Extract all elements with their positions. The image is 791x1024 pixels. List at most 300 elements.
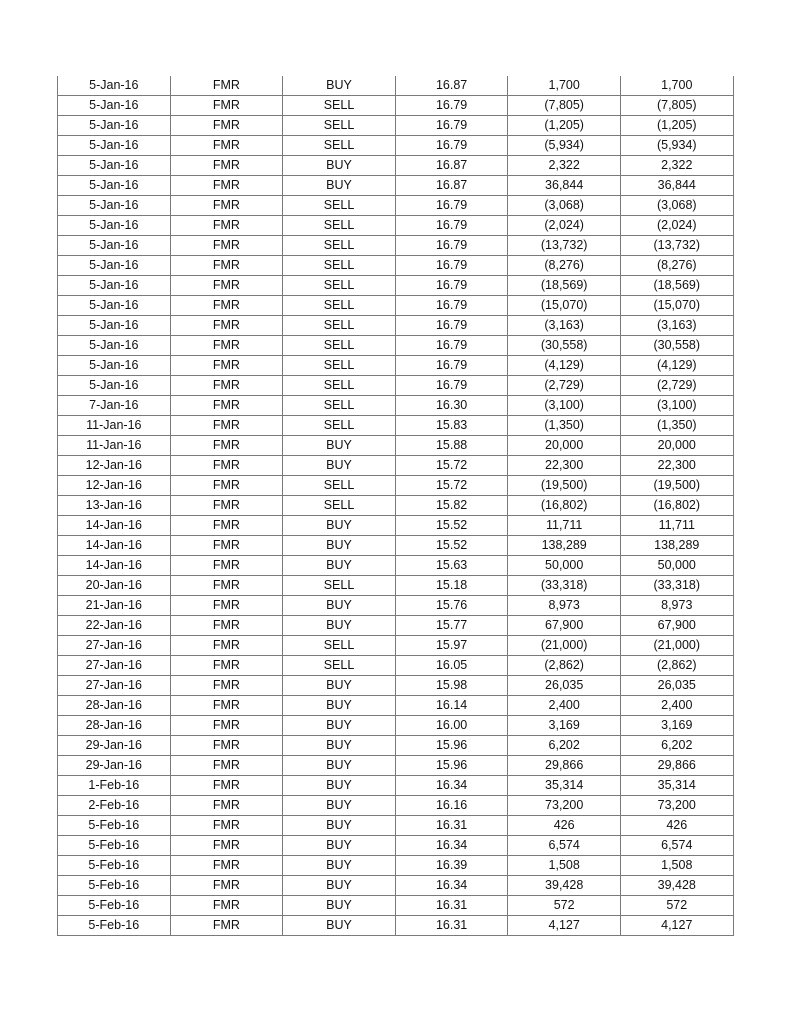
cell-holding-change: (21,000) — [620, 636, 733, 656]
cell-name: FMR — [170, 256, 283, 276]
table-row — [58, 616, 734, 636]
cell-date: 27-Jan-16 — [58, 636, 171, 656]
cell-name: FMR — [170, 296, 283, 316]
cell-type: SELL — [283, 276, 396, 296]
cell-price: 16.34 — [395, 776, 508, 796]
cell-price: 15.52 — [395, 516, 508, 536]
cell-holding-change: 73,200 — [620, 796, 733, 816]
cell-holding-change: 6,202 — [620, 736, 733, 756]
cell-name: FMR — [170, 276, 283, 296]
cell-date: 5-Jan-16 — [58, 136, 171, 156]
cell-price: 16.87 — [395, 156, 508, 176]
cell-name: FMR — [170, 856, 283, 876]
cell-type: SELL — [283, 376, 396, 396]
cell-price: 16.31 — [395, 896, 508, 916]
cell-type: BUY — [283, 536, 396, 556]
cell-quantity: (3,100) — [508, 396, 621, 416]
cell-quantity: 39,428 — [508, 876, 621, 896]
table-row — [58, 136, 734, 156]
table-row — [58, 216, 734, 236]
cell-price: 15.83 — [395, 416, 508, 436]
table-row — [58, 276, 734, 296]
cell-name: FMR — [170, 396, 283, 416]
cell-price: 16.87 — [395, 176, 508, 196]
table-row — [58, 916, 734, 936]
cell-type: BUY — [283, 876, 396, 896]
cell-quantity: 36,844 — [508, 176, 621, 196]
cell-name: FMR — [170, 616, 283, 636]
cell-date: 29-Jan-16 — [58, 756, 171, 776]
cell-type: BUY — [283, 796, 396, 816]
transactions-table — [57, 76, 734, 936]
cell-date: 5-Jan-16 — [58, 336, 171, 356]
table-row — [58, 896, 734, 916]
cell-quantity: (3,068) — [508, 196, 621, 216]
cell-date: 5-Jan-16 — [58, 256, 171, 276]
cell-quantity: 26,035 — [508, 676, 621, 696]
cell-price: 15.18 — [395, 576, 508, 596]
cell-price: 16.79 — [395, 236, 508, 256]
cell-type: BUY — [283, 916, 396, 936]
cell-date: 11-Jan-16 — [58, 416, 171, 436]
cell-price: 15.98 — [395, 676, 508, 696]
cell-holding-change: 2,322 — [620, 156, 733, 176]
cell-holding-change: (4,129) — [620, 356, 733, 376]
cell-name: FMR — [170, 776, 283, 796]
cell-type: SELL — [283, 256, 396, 276]
cell-name: FMR — [170, 436, 283, 456]
cell-name: FMR — [170, 356, 283, 376]
cell-holding-change: (30,558) — [620, 336, 733, 356]
table-row — [58, 296, 734, 316]
cell-date: 29-Jan-16 — [58, 736, 171, 756]
cell-name: FMR — [170, 316, 283, 336]
cell-date: 5-Feb-16 — [58, 836, 171, 856]
cell-price: 16.39 — [395, 856, 508, 876]
cell-name: FMR — [170, 716, 283, 736]
cell-price: 16.14 — [395, 696, 508, 716]
cell-name: FMR — [170, 76, 283, 96]
cell-quantity: (18,569) — [508, 276, 621, 296]
cell-type: SELL — [283, 316, 396, 336]
cell-quantity: (5,934) — [508, 136, 621, 156]
cell-quantity: 35,314 — [508, 776, 621, 796]
cell-quantity: (13,732) — [508, 236, 621, 256]
cell-quantity: 29,866 — [508, 756, 621, 776]
cell-name: FMR — [170, 756, 283, 776]
cell-name: FMR — [170, 136, 283, 156]
cell-date: 11-Jan-16 — [58, 436, 171, 456]
cell-quantity: (1,350) — [508, 416, 621, 436]
cell-name: FMR — [170, 576, 283, 596]
cell-date: 14-Jan-16 — [58, 536, 171, 556]
cell-price: 16.00 — [395, 716, 508, 736]
cell-price: 16.31 — [395, 916, 508, 936]
cell-holding-change: 67,900 — [620, 616, 733, 636]
cell-date: 5-Feb-16 — [58, 856, 171, 876]
cell-name: FMR — [170, 836, 283, 856]
cell-type: BUY — [283, 516, 396, 536]
cell-date: 22-Jan-16 — [58, 616, 171, 636]
cell-price: 15.96 — [395, 756, 508, 776]
cell-holding-change: 572 — [620, 896, 733, 916]
cell-type: BUY — [283, 856, 396, 876]
cell-quantity: (30,558) — [508, 336, 621, 356]
cell-name: FMR — [170, 536, 283, 556]
table-row — [58, 416, 734, 436]
cell-name: FMR — [170, 696, 283, 716]
table-row — [58, 76, 734, 96]
cell-price: 16.16 — [395, 796, 508, 816]
table-row — [58, 256, 734, 276]
cell-date: 12-Jan-16 — [58, 456, 171, 476]
table-row — [58, 516, 734, 536]
cell-type: SELL — [283, 496, 396, 516]
cell-holding-change: 2,400 — [620, 696, 733, 716]
cell-holding-change: 8,973 — [620, 596, 733, 616]
cell-price: 16.79 — [395, 316, 508, 336]
cell-date: 5-Feb-16 — [58, 896, 171, 916]
cell-holding-change: 22,300 — [620, 456, 733, 476]
cell-type: BUY — [283, 596, 396, 616]
cell-date: 28-Jan-16 — [58, 716, 171, 736]
table-row — [58, 476, 734, 496]
cell-holding-change: (19,500) — [620, 476, 733, 496]
cell-holding-change: (13,732) — [620, 236, 733, 256]
cell-price: 16.79 — [395, 296, 508, 316]
cell-date: 12-Jan-16 — [58, 476, 171, 496]
cell-date: 5-Jan-16 — [58, 356, 171, 376]
cell-name: FMR — [170, 556, 283, 576]
cell-price: 16.79 — [395, 336, 508, 356]
cell-quantity: 2,400 — [508, 696, 621, 716]
cell-quantity: 1,508 — [508, 856, 621, 876]
cell-quantity: (2,024) — [508, 216, 621, 236]
cell-holding-change: 11,711 — [620, 516, 733, 536]
cell-quantity: (2,729) — [508, 376, 621, 396]
cell-holding-change: 29,866 — [620, 756, 733, 776]
table-row — [58, 356, 734, 376]
cell-quantity: 6,202 — [508, 736, 621, 756]
cell-type: SELL — [283, 236, 396, 256]
cell-holding-change: 426 — [620, 816, 733, 836]
cell-type: BUY — [283, 756, 396, 776]
cell-name: FMR — [170, 336, 283, 356]
cell-name: FMR — [170, 656, 283, 676]
cell-quantity: 73,200 — [508, 796, 621, 816]
cell-quantity: 572 — [508, 896, 621, 916]
cell-name: FMR — [170, 876, 283, 896]
cell-quantity: 22,300 — [508, 456, 621, 476]
table-row — [58, 676, 734, 696]
cell-date: 5-Feb-16 — [58, 876, 171, 896]
cell-type: BUY — [283, 76, 396, 96]
cell-type: SELL — [283, 416, 396, 436]
cell-holding-change: (3,163) — [620, 316, 733, 336]
cell-date: 5-Jan-16 — [58, 116, 171, 136]
cell-name: FMR — [170, 116, 283, 136]
table-row — [58, 596, 734, 616]
cell-holding-change: (7,805) — [620, 96, 733, 116]
cell-type: SELL — [283, 476, 396, 496]
cell-price: 16.31 — [395, 816, 508, 836]
table-row — [58, 396, 734, 416]
cell-type: SELL — [283, 356, 396, 376]
cell-price: 16.05 — [395, 656, 508, 676]
cell-quantity: 3,169 — [508, 716, 621, 736]
table-row — [58, 376, 734, 396]
table-row — [58, 536, 734, 556]
cell-date: 5-Feb-16 — [58, 916, 171, 936]
cell-holding-change: 20,000 — [620, 436, 733, 456]
table-row — [58, 316, 734, 336]
cell-type: BUY — [283, 816, 396, 836]
table-row — [58, 96, 734, 116]
cell-quantity: 4,127 — [508, 916, 621, 936]
cell-holding-change: (3,068) — [620, 196, 733, 216]
cell-date: 5-Jan-16 — [58, 236, 171, 256]
cell-quantity: 2,322 — [508, 156, 621, 176]
cell-type: BUY — [283, 776, 396, 796]
cell-price: 15.76 — [395, 596, 508, 616]
cell-date: 7-Jan-16 — [58, 396, 171, 416]
cell-date: 20-Jan-16 — [58, 576, 171, 596]
cell-price: 15.82 — [395, 496, 508, 516]
cell-quantity: 20,000 — [508, 436, 621, 456]
cell-name: FMR — [170, 416, 283, 436]
cell-holding-change: 6,574 — [620, 836, 733, 856]
cell-name: FMR — [170, 456, 283, 476]
table-row — [58, 576, 734, 596]
table-row — [58, 556, 734, 576]
cell-date: 5-Jan-16 — [58, 376, 171, 396]
cell-price: 16.79 — [395, 216, 508, 236]
cell-price: 16.34 — [395, 876, 508, 896]
cell-type: SELL — [283, 296, 396, 316]
cell-holding-change: (2,862) — [620, 656, 733, 676]
cell-holding-change: 26,035 — [620, 676, 733, 696]
cell-type: SELL — [283, 656, 396, 676]
cell-quantity: 8,973 — [508, 596, 621, 616]
cell-holding-change: (15,070) — [620, 296, 733, 316]
table-row — [58, 836, 734, 856]
cell-name: FMR — [170, 216, 283, 236]
cell-price: 15.72 — [395, 456, 508, 476]
transactions-table-body — [58, 76, 734, 936]
cell-price: 15.77 — [395, 616, 508, 636]
cell-quantity: 11,711 — [508, 516, 621, 536]
cell-price: 16.79 — [395, 276, 508, 296]
cell-name: FMR — [170, 376, 283, 396]
table-row — [58, 176, 734, 196]
cell-quantity: (1,205) — [508, 116, 621, 136]
cell-date: 5-Jan-16 — [58, 216, 171, 236]
cell-type: SELL — [283, 336, 396, 356]
cell-name: FMR — [170, 816, 283, 836]
table-row — [58, 816, 734, 836]
cell-price: 16.79 — [395, 356, 508, 376]
cell-date: 5-Jan-16 — [58, 296, 171, 316]
table-row — [58, 456, 734, 476]
cell-name: FMR — [170, 476, 283, 496]
cell-type: BUY — [283, 436, 396, 456]
table-row — [58, 156, 734, 176]
cell-date: 13-Jan-16 — [58, 496, 171, 516]
cell-quantity: 138,289 — [508, 536, 621, 556]
cell-price: 16.79 — [395, 136, 508, 156]
cell-name: FMR — [170, 236, 283, 256]
cell-date: 21-Jan-16 — [58, 596, 171, 616]
cell-quantity: (2,862) — [508, 656, 621, 676]
cell-name: FMR — [170, 736, 283, 756]
cell-price: 15.88 — [395, 436, 508, 456]
cell-holding-change: (1,205) — [620, 116, 733, 136]
cell-name: FMR — [170, 496, 283, 516]
cell-date: 5-Feb-16 — [58, 816, 171, 836]
cell-quantity: (16,802) — [508, 496, 621, 516]
cell-date: 1-Feb-16 — [58, 776, 171, 796]
cell-type: BUY — [283, 836, 396, 856]
cell-holding-change: 1,508 — [620, 856, 733, 876]
cell-name: FMR — [170, 176, 283, 196]
cell-date: 5-Jan-16 — [58, 276, 171, 296]
cell-type: SELL — [283, 196, 396, 216]
cell-quantity: (15,070) — [508, 296, 621, 316]
cell-date: 5-Jan-16 — [58, 196, 171, 216]
cell-type: BUY — [283, 456, 396, 476]
table-row — [58, 696, 734, 716]
cell-price: 15.72 — [395, 476, 508, 496]
cell-quantity: (4,129) — [508, 356, 621, 376]
table-row — [58, 436, 734, 456]
cell-type: BUY — [283, 616, 396, 636]
table-row — [58, 636, 734, 656]
table-row — [58, 736, 734, 756]
cell-date: 28-Jan-16 — [58, 696, 171, 716]
cell-holding-change: 50,000 — [620, 556, 733, 576]
cell-date: 14-Jan-16 — [58, 556, 171, 576]
cell-quantity: (33,318) — [508, 576, 621, 596]
cell-quantity: (3,163) — [508, 316, 621, 336]
cell-type: BUY — [283, 716, 396, 736]
cell-type: SELL — [283, 136, 396, 156]
cell-quantity: (21,000) — [508, 636, 621, 656]
cell-date: 5-Jan-16 — [58, 76, 171, 96]
cell-holding-change: 3,169 — [620, 716, 733, 736]
cell-price: 16.30 — [395, 396, 508, 416]
table-row — [58, 336, 734, 356]
cell-type: SELL — [283, 216, 396, 236]
cell-date: 2-Feb-16 — [58, 796, 171, 816]
cell-name: FMR — [170, 596, 283, 616]
cell-holding-change: (16,802) — [620, 496, 733, 516]
cell-holding-change: (2,024) — [620, 216, 733, 236]
cell-date: 14-Jan-16 — [58, 516, 171, 536]
cell-date: 5-Jan-16 — [58, 316, 171, 336]
cell-type: SELL — [283, 636, 396, 656]
cell-holding-change: (18,569) — [620, 276, 733, 296]
cell-name: FMR — [170, 96, 283, 116]
cell-name: FMR — [170, 516, 283, 536]
cell-price: 15.52 — [395, 536, 508, 556]
cell-date: 5-Jan-16 — [58, 156, 171, 176]
cell-type: SELL — [283, 96, 396, 116]
cell-type: SELL — [283, 116, 396, 136]
cell-name: FMR — [170, 676, 283, 696]
cell-holding-change: (33,318) — [620, 576, 733, 596]
cell-type: BUY — [283, 676, 396, 696]
cell-holding-change: 39,428 — [620, 876, 733, 896]
cell-date: 5-Jan-16 — [58, 176, 171, 196]
table-row — [58, 236, 734, 256]
cell-date: 27-Jan-16 — [58, 656, 171, 676]
cell-price: 16.79 — [395, 196, 508, 216]
cell-name: FMR — [170, 896, 283, 916]
table-row — [58, 856, 734, 876]
cell-holding-change: 1,700 — [620, 76, 733, 96]
table-row — [58, 876, 734, 896]
cell-price: 16.79 — [395, 96, 508, 116]
cell-name: FMR — [170, 796, 283, 816]
table-row — [58, 116, 734, 136]
cell-price: 16.79 — [395, 256, 508, 276]
cell-name: FMR — [170, 636, 283, 656]
cell-holding-change: (8,276) — [620, 256, 733, 276]
cell-holding-change: (1,350) — [620, 416, 733, 436]
cell-quantity: (8,276) — [508, 256, 621, 276]
cell-price: 15.63 — [395, 556, 508, 576]
cell-holding-change: 138,289 — [620, 536, 733, 556]
cell-quantity: 426 — [508, 816, 621, 836]
cell-type: BUY — [283, 176, 396, 196]
cell-name: FMR — [170, 916, 283, 936]
cell-type: BUY — [283, 736, 396, 756]
table-row — [58, 796, 734, 816]
cell-holding-change: 36,844 — [620, 176, 733, 196]
cell-name: FMR — [170, 196, 283, 216]
cell-name: FMR — [170, 156, 283, 176]
cell-type: BUY — [283, 556, 396, 576]
cell-type: BUY — [283, 896, 396, 916]
cell-quantity: (7,805) — [508, 96, 621, 116]
cell-quantity: 67,900 — [508, 616, 621, 636]
cell-price: 16.87 — [395, 76, 508, 96]
cell-date: 5-Jan-16 — [58, 96, 171, 116]
cell-quantity: 6,574 — [508, 836, 621, 856]
table-row — [58, 716, 734, 736]
cell-price: 15.96 — [395, 736, 508, 756]
cell-holding-change: 35,314 — [620, 776, 733, 796]
cell-price: 16.34 — [395, 836, 508, 856]
cell-type: BUY — [283, 696, 396, 716]
cell-holding-change: (2,729) — [620, 376, 733, 396]
cell-type: BUY — [283, 156, 396, 176]
cell-quantity: 1,700 — [508, 76, 621, 96]
cell-price: 15.97 — [395, 636, 508, 656]
cell-holding-change: (5,934) — [620, 136, 733, 156]
table-row — [58, 496, 734, 516]
table-row — [58, 756, 734, 776]
table-row — [58, 656, 734, 676]
cell-quantity: (19,500) — [508, 476, 621, 496]
cell-price: 16.79 — [395, 116, 508, 136]
cell-type: SELL — [283, 396, 396, 416]
cell-holding-change: (3,100) — [620, 396, 733, 416]
cell-date: 27-Jan-16 — [58, 676, 171, 696]
cell-holding-change: 4,127 — [620, 916, 733, 936]
cell-quantity: 50,000 — [508, 556, 621, 576]
table-row — [58, 776, 734, 796]
